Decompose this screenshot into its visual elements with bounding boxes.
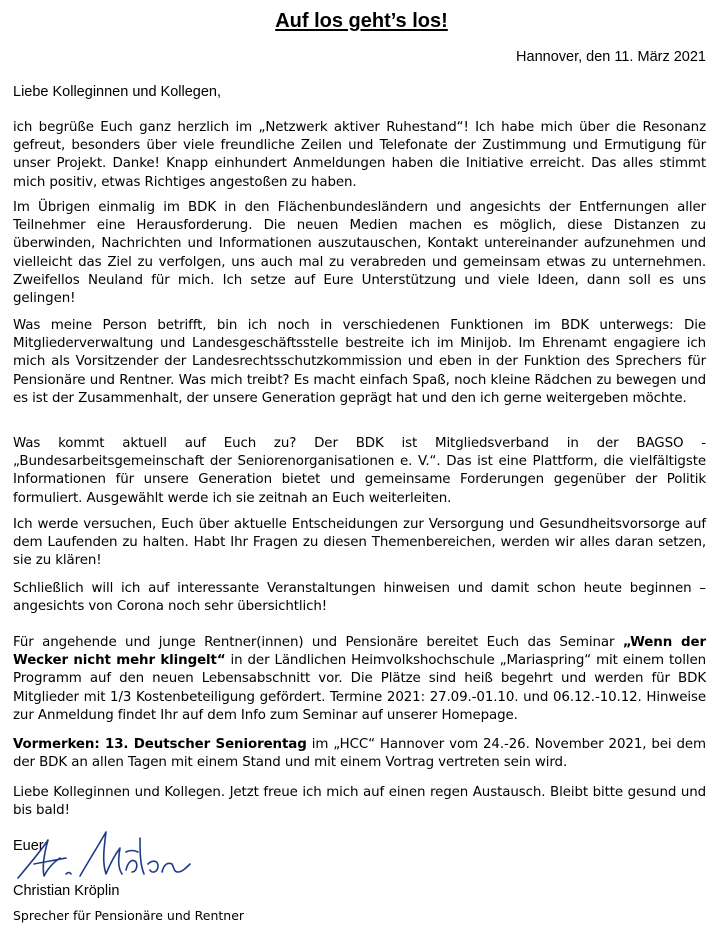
- signer-name: Christian Kröplin: [13, 883, 120, 899]
- seniorentag-heading: Vormerken: 13. Deutscher Seniorentag: [13, 737, 307, 752]
- paragraph-seniorentag: [13, 736, 706, 772]
- salutation: Liebe Kolleginnen und Kollegen,: [13, 84, 222, 100]
- date-line: Hannover, den 11. März 2021: [516, 49, 706, 65]
- seminar-intro: Für angehende und junge Rentner(innen) und Pensionäre bereitet Euch das Seminar: [13, 635, 623, 650]
- seminar-details: in der Ländlichen Heimvolkshochschule „Mariaspring“ mit einem tollen Programm auf den neuen Lebensabschnitt vor. Die Plätze sind heiß begehrt und werden für BDK Mitglieder mit 1/3 Kostenbeteiligung gefördert. Termine 2021: 27.09.-01.10. und 06.12.-10.12. Hinweise zur Anmeldung findet Ihr auf dem Info zum Seminar auf unserer Homepage.: [13, 653, 706, 723]
- paragraph-bagso: Was kommt aktuell auf Euch zu? Der BDK ist Mitgliedsverband in der BAGSO - „Bundesarbeitsgemeinschaft der Seniorenorganisationen e. V.“. Das ist eine Plattform, die vielfältigste Informationen für unsere Generation bietet und gemeinsame Forderungen gegenüber der Politik formuliert. Ausgewählt werde ich sie zeitnah an Euch weiterleiten.: [13, 436, 706, 506]
- seniorentag-details: im „HCC“ Hannover vom 24.-26. November 2021, bei dem der BDK an allen Tagen mit einem Stand und mit einem Vortrag vertreten sein wird.: [13, 737, 706, 771]
- signer-role: Sprecher für Pensionäre und Rentner: [13, 908, 245, 923]
- paragraph-person: Was meine Person betrifft, bin ich noch in verschiedenen Funktionen im BDK unterwegs: Die Mitgliederverwaltung und Landesgeschäftsstelle bestreite ich im Minijob. Im Ehrenamt engagiere ich mich als Vorsitzender der Landesrechtsschutzkommission und eben in der Funktion des Sprechers für Pensionäre und Rentner. Was mich treibt? Es macht einfach Spaß, noch kleine Rädchen zu bewegen und es ist der Zusammenhalt, der unsere Generation geprägt hat und den ich gerne weitergeben möchte.: [13, 318, 706, 406]
- paragraph-health: Ich werde versuchen, Euch über aktuelle Entscheidungen zur Versorgung und Gesundheitsvorsorge auf dem Laufenden zu halten. Habt Ihr Fragen zu diesen Themenbereichen, werden wir alles daran setzen, sie zu klären!: [13, 517, 706, 569]
- letter-title: Auf los geht’s los!: [275, 10, 448, 32]
- paragraph-seminar: [13, 634, 706, 725]
- seminar-title: „Wenn der Wecker nicht mehr klingelt“: [13, 635, 706, 669]
- closing-word: Euer: [13, 838, 44, 854]
- paragraph-events: Schließlich will ich auf interessante Veranstaltungen hinweisen und damit schon heute beginnen – angesichts von Corona noch sehr übersichtlich!: [13, 581, 706, 615]
- paragraph-farewell: Liebe Kolleginnen und Kollegen. Jetzt freue ich mich auf einen regen Austausch. Bleibt bitte gesund und bis bald!: [13, 785, 706, 819]
- paragraph-welcome: ich begrüße Euch ganz herzlich im „Netzwerk aktiver Ruhestand“! Ich habe mich über die Resonanz gefreut, besonders über viele freundliche Zeilen und Telefonate der Zustimmung und Ermutigung für unser Projekt. Danke! Knapp einhundert Anmeldungen haben die Initiative erreicht. Das alles stimmt mich positiv, etwas Richtiges angestoßen zu haben.: [13, 120, 706, 190]
- handwritten-signature: [14, 818, 194, 888]
- paragraph-network: Im Übrigen einmalig im BDK in den Flächenbundesländern und angesichts der Entfernungen aller Teilnehmer eine Herausforderung. Die neuen Medien machen es möglich, diese Distanzen zu überwinden, Nachrichten und Informationen auszutauschen, Kontakt untereinander aufzunehmen und vielleicht das Ziel zu verfolgen, uns auch mal zu verabreden und gemeinsam etwas zu unternehmen. Zweifellos Neuland für mich. Ich setze auf Eure Unterstützung und viele Ideen, dann soll es uns gelingen!: [13, 200, 706, 307]
